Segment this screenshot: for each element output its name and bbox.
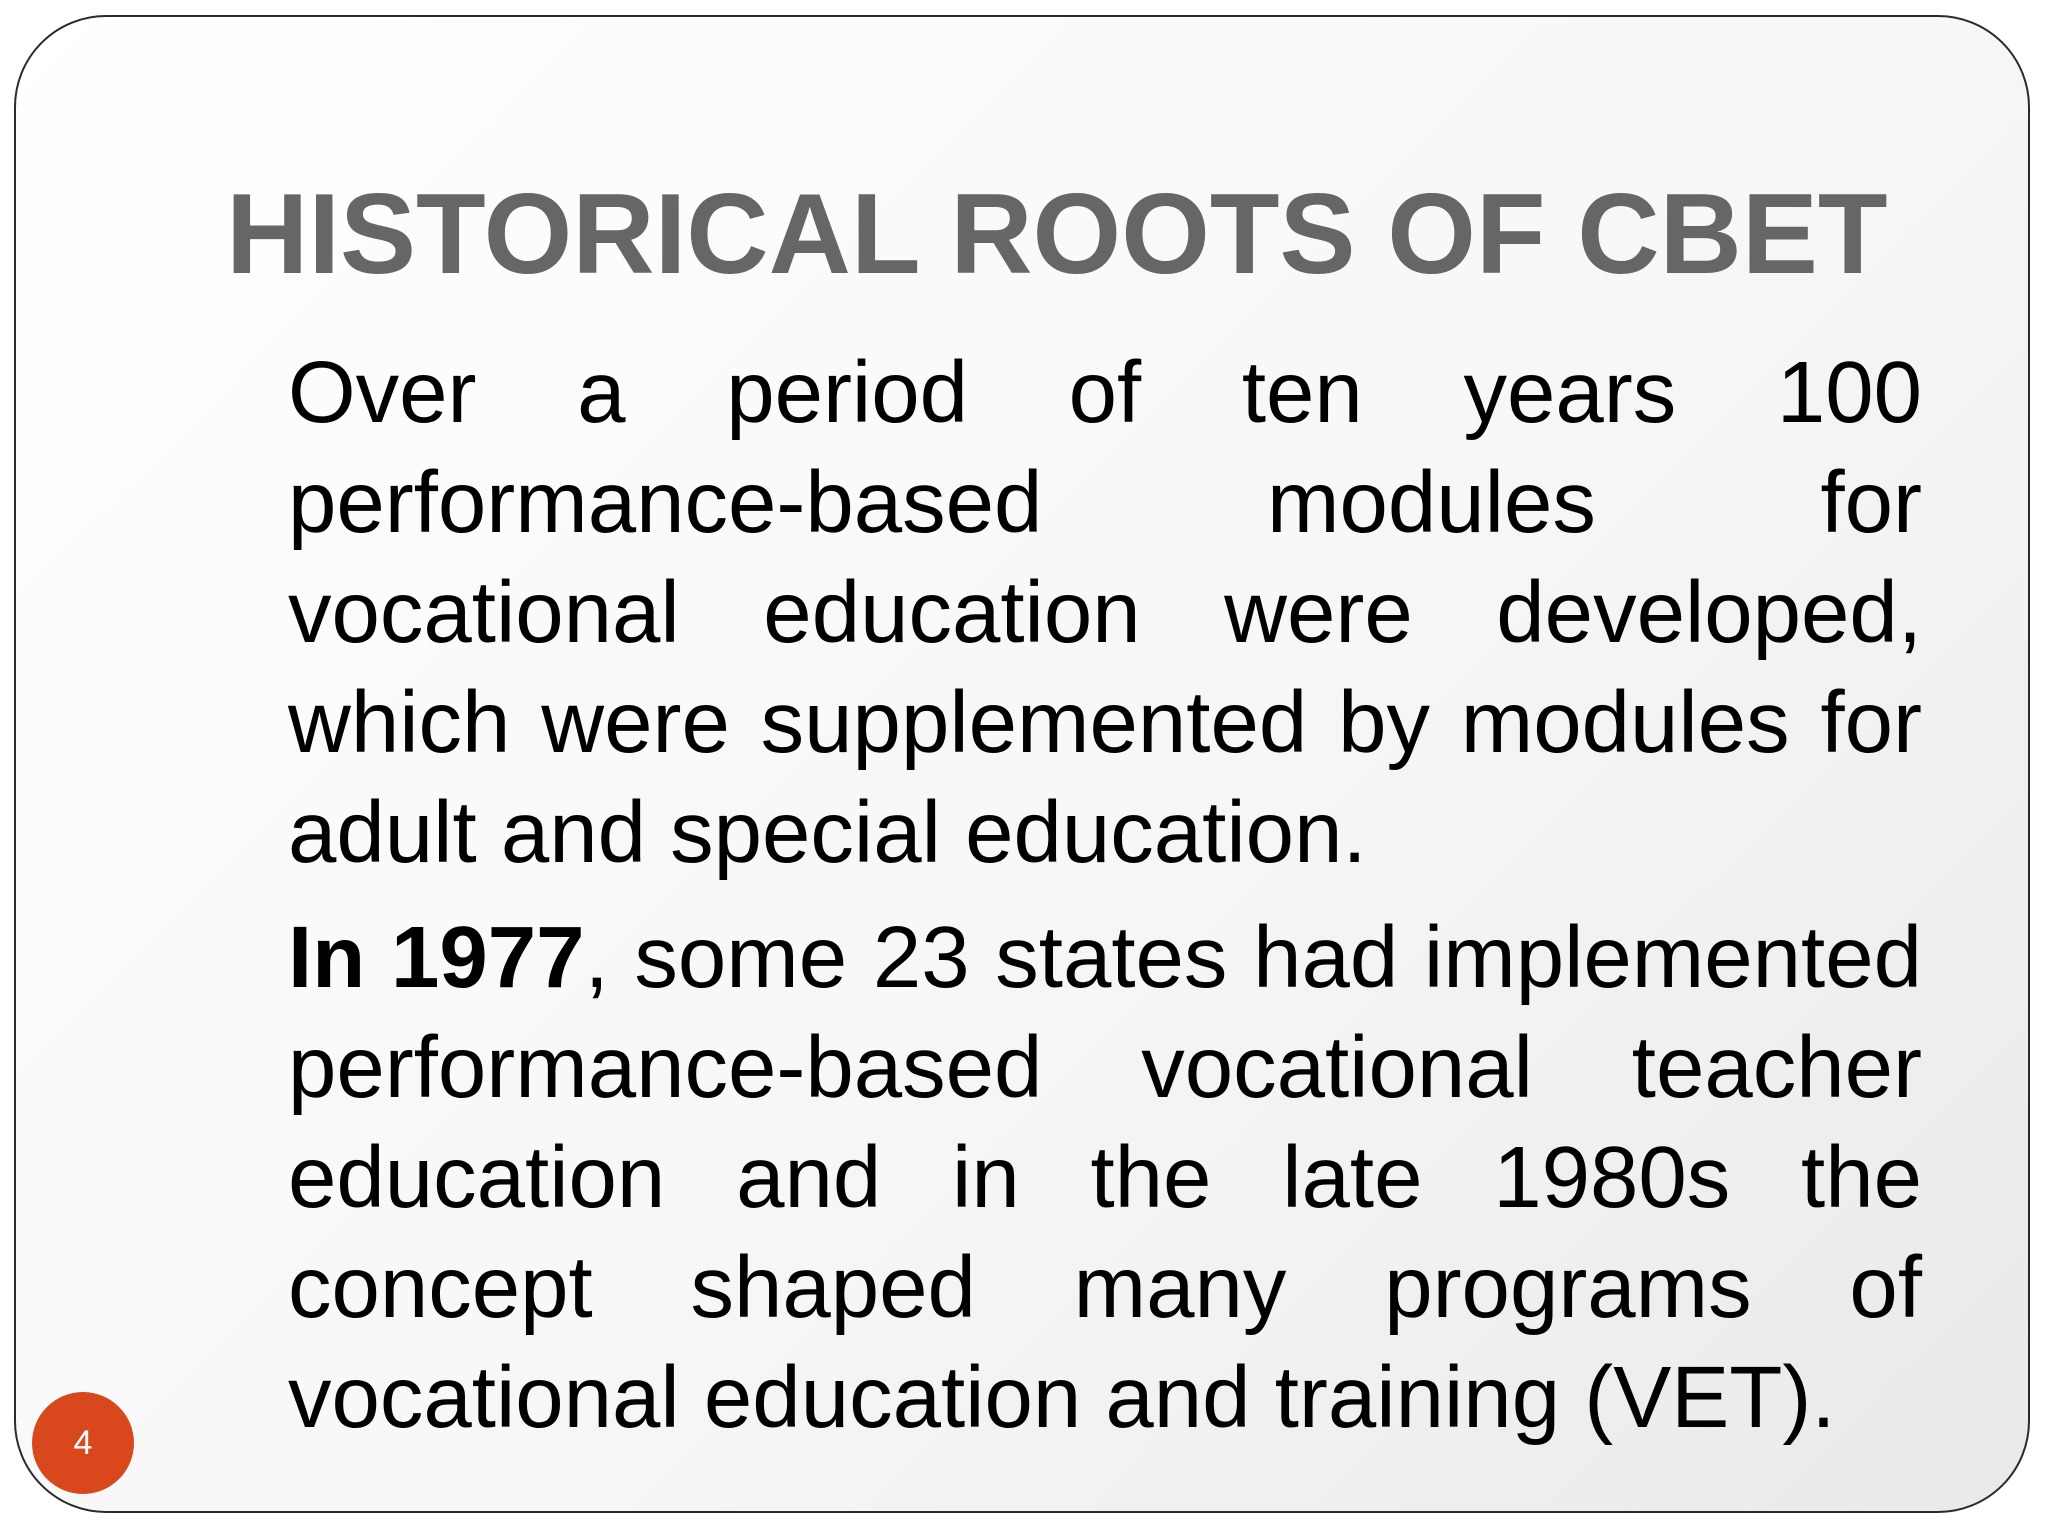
slide-body (288, 338, 1922, 1453)
paragraph-rest: , some 23 states had implemented performance-based vocational teacher education and in the late 1980s the concept shaped many programs of vocational education and training (VET). (288, 909, 1922, 1446)
year-1977: 1977 (391, 909, 585, 1006)
paragraph-ten-years: Over a period of ten years 100 performance-based modules for vocational education were developed, which were supplemented by modules for adult and special education. (288, 344, 1922, 881)
paragraph-lead-in: In (288, 909, 366, 1006)
slide-title: HISTORICAL ROOTS OF CBET (226, 171, 1888, 298)
paragraph-1977 (288, 903, 1922, 1453)
page-number-badge: 4 (32, 1392, 134, 1494)
